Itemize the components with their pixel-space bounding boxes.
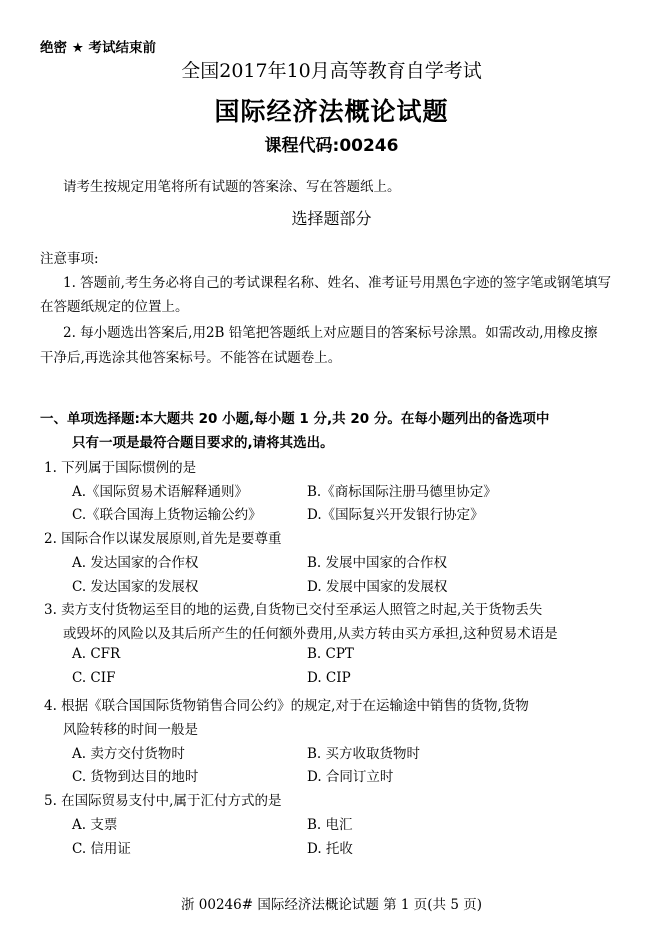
note-line: 2. 每小题选出答案后,用2B 铅笔把答题纸上对应题目的答案标号涂黑。如需改动,用橡皮擦 [63, 325, 598, 341]
option-b: B. 电汇 [307, 817, 353, 833]
option-b: B. 买方收取货物时 [307, 746, 421, 762]
option-a: A. CFR [72, 646, 121, 662]
question-stem: 4. 根据《联合国国际货物销售合同公约》的规定,对于在运输途中销售的货物,货物 [44, 698, 529, 714]
question-stem-cont: 风险转移的时间一般是 [63, 722, 198, 738]
note-line: 在答题纸规定的位置上。 [40, 299, 189, 315]
option-a: A. 卖方交付货物时 [72, 746, 185, 762]
option-c: C. 信用证 [72, 841, 131, 857]
exam-name: 全国2017年10月高等教育自学考试 [181, 60, 482, 82]
option-b: B. CPT [307, 646, 354, 662]
option-a: A. 支票 [72, 817, 118, 833]
secret-label: 绝密 ★ 考试结束前 [40, 40, 157, 56]
note-line: 干净后,再选涂其他答案标号。不能答在试题卷上。 [40, 350, 342, 366]
question-stem-cont: 或毁坏的风险以及其后所产生的任何额外费用,从卖方转由买方承担,这种贸易术语是 [63, 626, 558, 642]
notes-heading: 注意事项: [40, 251, 99, 267]
option-b: B.《商标国际注册马德里协定》 [307, 484, 497, 500]
question-stem: 1. 下列属于国际惯例的是 [44, 460, 197, 476]
question-stem: 2. 国际合作以谋发展原则,首先是要尊重 [44, 531, 282, 547]
option-d: D.《国际复兴开发银行协定》 [307, 507, 484, 523]
section-heading: 一、单项选择题:本大题共 20 小题,每小题 1 分,共 20 分。在每小题列出的备选项中 [40, 411, 550, 427]
note-line: 1. 答题前,考生务必将自己的考试课程名称、姓名、准考证号用黑色字迹的签字笔或钢笔填写 [63, 275, 611, 291]
option-a: A. 发达国家的合作权 [72, 555, 199, 571]
option-d: D. 发展中国家的发展权 [307, 579, 448, 595]
option-c: C. CIF [72, 670, 116, 686]
option-a: A.《国际贸易术语解释通则》 [72, 484, 249, 500]
option-c: C. 货物到达目的地时 [72, 769, 199, 785]
question-stem: 5. 在国际贸易支付中,属于汇付方式的是 [44, 793, 282, 809]
option-c: C. 发达国家的发展权 [72, 579, 199, 595]
page-title: 国际经济法概论试题 [214, 97, 449, 126]
option-d: D. 合同订立时 [307, 769, 394, 785]
option-d: D. 托收 [307, 841, 353, 857]
option-c: C.《联合国海上货物运输公约》 [72, 507, 262, 523]
question-stem: 3. 卖方支付货物运至目的地的运费,自货物已交付至承运人照管之时起,关于货物丢失 [44, 602, 543, 618]
part-title: 选择题部分 [291, 209, 372, 228]
course-code: 课程代码:00246 [264, 136, 399, 156]
option-b: B. 发展中国家的合作权 [307, 555, 448, 571]
instruction: 请考生按规定用笔将所有试题的答案涂、写在答题纸上。 [63, 179, 401, 195]
section-heading-cont: 只有一项是最符合题目要求的,请将其选出。 [72, 435, 334, 451]
option-d: D. CIP [307, 670, 351, 686]
page-footer: 浙 00246# 国际经济法概论试题 第 1 页(共 5 页) [180, 897, 482, 913]
